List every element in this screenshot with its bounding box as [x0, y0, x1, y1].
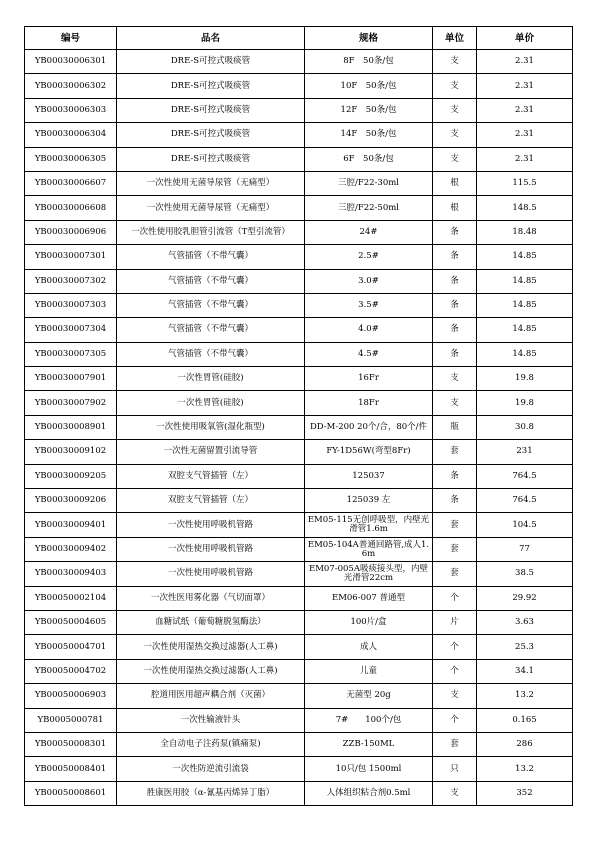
- cell-name: 一次性使用呼吸机管路: [117, 537, 305, 561]
- cell-unit: 支: [433, 391, 477, 415]
- table-row: [25, 318, 573, 342]
- cell-code: YB00030009206: [25, 489, 117, 513]
- table-row: [25, 464, 573, 488]
- cell-name: 血糖试纸（葡萄糖脱氢酶法）: [117, 610, 305, 634]
- cell-unit: 瓶: [433, 415, 477, 439]
- cell-price: 2.31: [477, 74, 573, 98]
- cell-name: 一次性医用雾化器（气切面罩）: [117, 586, 305, 610]
- cell-spec: 125039 左: [305, 489, 433, 513]
- cell-unit: 条: [433, 464, 477, 488]
- cell-price: 25.3: [477, 635, 573, 659]
- cell-price: 2.31: [477, 147, 573, 171]
- cell-spec: 14F 50条/包: [305, 123, 433, 147]
- cell-spec: 8F 50条/包: [305, 50, 433, 74]
- cell-name: 双腔支气管插管（左）: [117, 464, 305, 488]
- table-row: [25, 342, 573, 366]
- cell-code: YB00050004702: [25, 659, 117, 683]
- cell-spec: 三腔/F22-30ml: [305, 171, 433, 195]
- cell-spec: 24#: [305, 220, 433, 244]
- cell-unit: 套: [433, 732, 477, 756]
- table-row: [25, 708, 573, 732]
- header-row: [25, 27, 573, 50]
- table-row: [25, 123, 573, 147]
- cell-unit: 支: [433, 123, 477, 147]
- cell-name: DRE-S可控式吸痰管: [117, 98, 305, 122]
- header-code: 编号: [25, 27, 117, 50]
- cell-unit: 条: [433, 318, 477, 342]
- table-row: [25, 440, 573, 464]
- table-row: [25, 293, 573, 317]
- cell-name: 气管插管（不带气囊）: [117, 318, 305, 342]
- cell-name: DRE-S可控式吸痰管: [117, 74, 305, 98]
- cell-unit: 套: [433, 513, 477, 537]
- cell-name: 气管插管（不带气囊）: [117, 245, 305, 269]
- table-row: [25, 586, 573, 610]
- cell-code: YB00030007302: [25, 269, 117, 293]
- table-row: [25, 415, 573, 439]
- cell-spec: 2.5#: [305, 245, 433, 269]
- cell-code: YB00030006303: [25, 98, 117, 122]
- cell-code: YB00030009205: [25, 464, 117, 488]
- cell-spec: 无菌型 20g: [305, 684, 433, 708]
- table-row: [25, 391, 573, 415]
- cell-spec: 12F 50条/包: [305, 98, 433, 122]
- cell-name: 气管插管（不带气囊）: [117, 342, 305, 366]
- cell-spec: 儿童: [305, 659, 433, 683]
- cell-name: 一次性无菌留置引流导管: [117, 440, 305, 464]
- cell-name: 气管插管（不带气囊）: [117, 269, 305, 293]
- cell-unit: 支: [433, 684, 477, 708]
- cell-unit: 支: [433, 98, 477, 122]
- cell-unit: 支: [433, 74, 477, 98]
- cell-price: 14.85: [477, 318, 573, 342]
- header-spec: 规格: [305, 27, 433, 50]
- table-row: [25, 757, 573, 781]
- table-row: [25, 537, 573, 561]
- table-row: [25, 74, 573, 98]
- cell-unit: 套: [433, 440, 477, 464]
- cell-price: 34.1: [477, 659, 573, 683]
- cell-code: YB00030006906: [25, 220, 117, 244]
- cell-unit: 条: [433, 220, 477, 244]
- cell-price: 13.2: [477, 684, 573, 708]
- cell-price: 2.31: [477, 98, 573, 122]
- cell-name: 一次性使用吸氧管(湿化瓶型): [117, 415, 305, 439]
- cell-spec: 16Fr: [305, 367, 433, 391]
- cell-spec: 6F 50条/包: [305, 147, 433, 171]
- cell-code: YB00030006301: [25, 50, 117, 74]
- table-row: [25, 659, 573, 683]
- cell-unit: 个: [433, 586, 477, 610]
- table-row: [25, 220, 573, 244]
- cell-name: 胜康医用胶（α-氰基丙烯异丁脂）: [117, 781, 305, 805]
- cell-price: 104.5: [477, 513, 573, 537]
- table-row: [25, 367, 573, 391]
- cell-code: YB00050004605: [25, 610, 117, 634]
- cell-name: 一次性胃管(硅胶): [117, 367, 305, 391]
- cell-price: 115.5: [477, 171, 573, 195]
- cell-code: YB00030008901: [25, 415, 117, 439]
- cell-code: YB00030007305: [25, 342, 117, 366]
- cell-price: 14.85: [477, 245, 573, 269]
- cell-name: 气管插管（不带气囊）: [117, 293, 305, 317]
- cell-price: 19.8: [477, 391, 573, 415]
- cell-code: YB00050006903: [25, 684, 117, 708]
- cell-spec: 4.0#: [305, 318, 433, 342]
- cell-code: YB00030006302: [25, 74, 117, 98]
- cell-name: 全自动电子注药泵(镇痛泵): [117, 732, 305, 756]
- cell-unit: 个: [433, 659, 477, 683]
- table-row: [25, 269, 573, 293]
- cell-code: YB00030007901: [25, 367, 117, 391]
- table-row: [25, 635, 573, 659]
- cell-name: 腔道用医用超声耦合剂（灭菌）: [117, 684, 305, 708]
- header-unit: 单位: [433, 27, 477, 50]
- cell-price: 352: [477, 781, 573, 805]
- cell-unit: 条: [433, 489, 477, 513]
- cell-unit: 套: [433, 562, 477, 586]
- table-row: [25, 50, 573, 74]
- cell-price: 18.48: [477, 220, 573, 244]
- cell-code: YB0005000781: [25, 708, 117, 732]
- cell-price: 14.85: [477, 269, 573, 293]
- cell-name: 一次性输液针头: [117, 708, 305, 732]
- cell-name: 一次性使用呼吸机管路: [117, 513, 305, 537]
- cell-spec: 3.0#: [305, 269, 433, 293]
- cell-price: 29.92: [477, 586, 573, 610]
- table-row: [25, 98, 573, 122]
- cell-unit: 个: [433, 635, 477, 659]
- table-body: [25, 50, 573, 806]
- cell-price: 764.5: [477, 464, 573, 488]
- cell-code: YB00030006304: [25, 123, 117, 147]
- cell-spec: EM07-005A吸痰接头型，内壁光滑管22cm: [305, 562, 433, 586]
- cell-unit: 套: [433, 537, 477, 561]
- cell-spec: 10F 50条/包: [305, 74, 433, 98]
- cell-name: 双腔支气管插管（左）: [117, 489, 305, 513]
- cell-unit: 根: [433, 171, 477, 195]
- cell-spec: EM05-104A普通回路管,成人1.6m: [305, 537, 433, 561]
- cell-name: DRE-S可控式吸痰管: [117, 147, 305, 171]
- cell-unit: 支: [433, 147, 477, 171]
- cell-spec: 125037: [305, 464, 433, 488]
- cell-price: 3.63: [477, 610, 573, 634]
- cell-spec: 人体组织粘合剂0.5ml: [305, 781, 433, 805]
- cell-spec: 成人: [305, 635, 433, 659]
- cell-code: YB00030006305: [25, 147, 117, 171]
- cell-price: 2.31: [477, 123, 573, 147]
- cell-price: 13.2: [477, 757, 573, 781]
- cell-code: YB00030009102: [25, 440, 117, 464]
- header-price: 单价: [477, 27, 573, 50]
- cell-code: YB00050008301: [25, 732, 117, 756]
- table-row: [25, 732, 573, 756]
- cell-spec: DD-M-200 20个/合，80个/件: [305, 415, 433, 439]
- cell-unit: 支: [433, 367, 477, 391]
- cell-spec: EM05-115无创呼吸型，内壁光滑管1.6m: [305, 513, 433, 537]
- cell-code: YB00030006608: [25, 196, 117, 220]
- cell-code: YB00050004701: [25, 635, 117, 659]
- cell-name: DRE-S可控式吸痰管: [117, 123, 305, 147]
- cell-code: YB00050008401: [25, 757, 117, 781]
- header-name: 品名: [117, 27, 305, 50]
- cell-spec: 三腔/F22-50ml: [305, 196, 433, 220]
- cell-name: 一次性使用无菌导尿管（无痛型）: [117, 171, 305, 195]
- table-row: [25, 245, 573, 269]
- table-row: [25, 513, 573, 537]
- cell-code: YB00030009401: [25, 513, 117, 537]
- cell-name: 一次性使用湿热交换过滤器(人工鼻): [117, 635, 305, 659]
- cell-spec: 3.5#: [305, 293, 433, 317]
- cell-price: 231: [477, 440, 573, 464]
- cell-code: YB00030007301: [25, 245, 117, 269]
- cell-price: 764.5: [477, 489, 573, 513]
- cell-spec: 7# 100个/包: [305, 708, 433, 732]
- cell-price: 14.85: [477, 342, 573, 366]
- table-row: [25, 489, 573, 513]
- cell-price: 77: [477, 537, 573, 561]
- cell-price: 2.31: [477, 50, 573, 74]
- cell-spec: FY-1D56W(弯型8Fr): [305, 440, 433, 464]
- cell-code: YB00030009403: [25, 562, 117, 586]
- cell-name: 一次性胃管(硅胶): [117, 391, 305, 415]
- cell-unit: 支: [433, 50, 477, 74]
- cell-price: 0.165: [477, 708, 573, 732]
- cell-spec: EM06-007 普通型: [305, 586, 433, 610]
- cell-unit: 片: [433, 610, 477, 634]
- cell-unit: 条: [433, 269, 477, 293]
- cell-spec: 4.5#: [305, 342, 433, 366]
- table-row: [25, 562, 573, 586]
- cell-unit: 个: [433, 708, 477, 732]
- cell-price: 286: [477, 732, 573, 756]
- cell-name: 一次性使用呼吸机管路: [117, 562, 305, 586]
- cell-price: 19.8: [477, 367, 573, 391]
- cell-code: YB00050008601: [25, 781, 117, 805]
- cell-price: 148.5: [477, 196, 573, 220]
- cell-spec: ZZB-150ML: [305, 732, 433, 756]
- cell-unit: 条: [433, 245, 477, 269]
- table-row: [25, 171, 573, 195]
- cell-name: DRE-S可控式吸痰管: [117, 50, 305, 74]
- table-row: [25, 196, 573, 220]
- table-row: [25, 147, 573, 171]
- cell-unit: 只: [433, 757, 477, 781]
- cell-name: 一次性使用无菌导尿管（无痛型）: [117, 196, 305, 220]
- cell-price: 30.8: [477, 415, 573, 439]
- table-row: [25, 781, 573, 805]
- cell-unit: 支: [433, 781, 477, 805]
- cell-price: 38.5: [477, 562, 573, 586]
- cell-unit: 条: [433, 293, 477, 317]
- cell-name: 一次性防逆流引流袋: [117, 757, 305, 781]
- table-row: [25, 684, 573, 708]
- cell-code: YB00030007304: [25, 318, 117, 342]
- cell-name: 一次性使用湿热交换过滤器(人工鼻): [117, 659, 305, 683]
- cell-unit: 根: [433, 196, 477, 220]
- table-row: [25, 610, 573, 634]
- cell-price: 14.85: [477, 293, 573, 317]
- cell-unit: 条: [433, 342, 477, 366]
- cell-code: YB00030007902: [25, 391, 117, 415]
- cell-spec: 18Fr: [305, 391, 433, 415]
- cell-code: YB00030009402: [25, 537, 117, 561]
- cell-code: YB00030006607: [25, 171, 117, 195]
- cell-spec: 10只/包 1500ml: [305, 757, 433, 781]
- cell-spec: 100片/盒: [305, 610, 433, 634]
- cell-code: YB00050002104: [25, 586, 117, 610]
- cell-name: 一次性使用胶乳胆管引流管（T型引流管）: [117, 220, 305, 244]
- price-table: [24, 26, 573, 806]
- cell-code: YB00030007303: [25, 293, 117, 317]
